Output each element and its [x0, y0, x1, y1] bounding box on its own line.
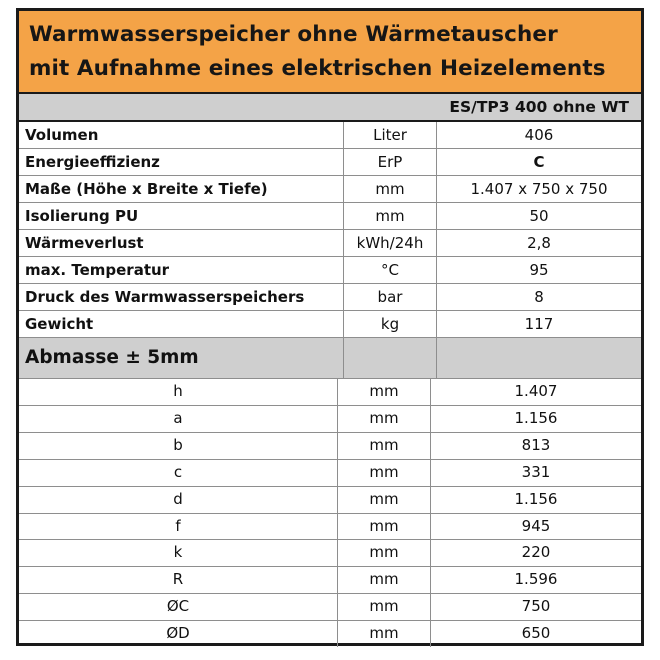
- spec-value: 50: [437, 203, 642, 230]
- title-line-2: mit Aufnahme eines elektrischen Heizelements: [29, 56, 606, 81]
- dimension-label: ØD: [19, 621, 338, 647]
- dimension-label: d: [19, 486, 338, 513]
- table-row: [19, 405, 641, 432]
- dimension-unit: mm: [338, 459, 431, 486]
- dimension-label: k: [19, 540, 338, 567]
- spec-value: 2,8: [437, 230, 642, 257]
- dimension-unit: mm: [338, 513, 431, 540]
- dimension-unit: mm: [338, 621, 431, 647]
- spec-value: 406: [437, 122, 642, 149]
- dimension-unit: mm: [338, 567, 431, 594]
- dimension-value: 750: [431, 594, 642, 621]
- dimension-value: 1.407: [431, 379, 642, 405]
- section-title: Abmasse ± 5mm: [19, 338, 344, 379]
- table-row: [19, 594, 641, 621]
- table-row: [19, 176, 641, 203]
- spec-label: Wärmeverlust: [19, 230, 344, 257]
- model-header-row: [19, 94, 641, 122]
- spec-value: 95: [437, 257, 642, 284]
- dimension-unit: mm: [338, 594, 431, 621]
- table-row: [19, 257, 641, 284]
- spec-unit: kWh/24h: [344, 230, 437, 257]
- spec-label: Volumen: [19, 122, 344, 149]
- table-row: [19, 311, 641, 338]
- dimension-label: c: [19, 459, 338, 486]
- spec-unit: bar: [344, 284, 437, 311]
- section-unit-cell: [344, 338, 437, 379]
- energy-class-value: C: [437, 149, 642, 176]
- dimension-value: 945: [431, 513, 642, 540]
- spec-label: Maße (Höhe x Breite x Tiefe): [19, 176, 344, 203]
- dimension-value: 1.156: [431, 405, 642, 432]
- table-row: [19, 567, 641, 594]
- spec-value: 8: [437, 284, 642, 311]
- spec-unit: °C: [344, 257, 437, 284]
- specs-table: [19, 122, 641, 379]
- spec-value: 117: [437, 311, 642, 338]
- table-row: [19, 122, 641, 149]
- title-line-1: Warmwasserspeicher ohne Wärmetauscher: [29, 22, 558, 47]
- spec-unit: ErP: [344, 149, 437, 176]
- spec-unit: mm: [344, 203, 437, 230]
- spec-value: 1.407 x 750 x 750: [437, 176, 642, 203]
- dimension-value: 1.156: [431, 486, 642, 513]
- dimension-label: R: [19, 567, 338, 594]
- table-row: [19, 203, 641, 230]
- spec-label: Gewicht: [19, 311, 344, 338]
- dimension-value: 331: [431, 459, 642, 486]
- dimension-unit: mm: [338, 379, 431, 405]
- dimension-unit: mm: [338, 486, 431, 513]
- dimension-label: a: [19, 405, 338, 432]
- model-name: ES/TP3 400 ohne WT: [449, 98, 629, 116]
- spec-unit: kg: [344, 311, 437, 338]
- spec-unit: Liter: [344, 122, 437, 149]
- table-row: [19, 284, 641, 311]
- table-row: [19, 513, 641, 540]
- datasheet: [16, 8, 644, 646]
- table-row: [19, 459, 641, 486]
- table-row: [19, 149, 641, 176]
- dimension-label: ØC: [19, 594, 338, 621]
- dimensions-section-header: [19, 338, 641, 379]
- table-row: [19, 540, 641, 567]
- dimension-label: f: [19, 513, 338, 540]
- spec-label: Energieeffizienz: [19, 149, 344, 176]
- table-row: [19, 432, 641, 459]
- dimension-unit: mm: [338, 432, 431, 459]
- table-row: [19, 486, 641, 513]
- dimension-unit: mm: [338, 405, 431, 432]
- dimension-unit: mm: [338, 540, 431, 567]
- dimension-value: 813: [431, 432, 642, 459]
- table-row: [19, 230, 641, 257]
- title-banner: [19, 11, 641, 94]
- dimensions-table: [19, 379, 641, 647]
- section-value-cell: [437, 338, 642, 379]
- dimension-value: 1.596: [431, 567, 642, 594]
- dimension-label: b: [19, 432, 338, 459]
- spec-label: Druck des Warmwasserspeichers: [19, 284, 344, 311]
- table-row: [19, 379, 641, 405]
- dimension-label: h: [19, 379, 338, 405]
- table-row: [19, 621, 641, 647]
- spec-unit: mm: [344, 176, 437, 203]
- spec-label: max. Temperatur: [19, 257, 344, 284]
- dimension-value: 220: [431, 540, 642, 567]
- dimension-value: 650: [521, 624, 551, 643]
- spec-label: Isolierung PU: [19, 203, 344, 230]
